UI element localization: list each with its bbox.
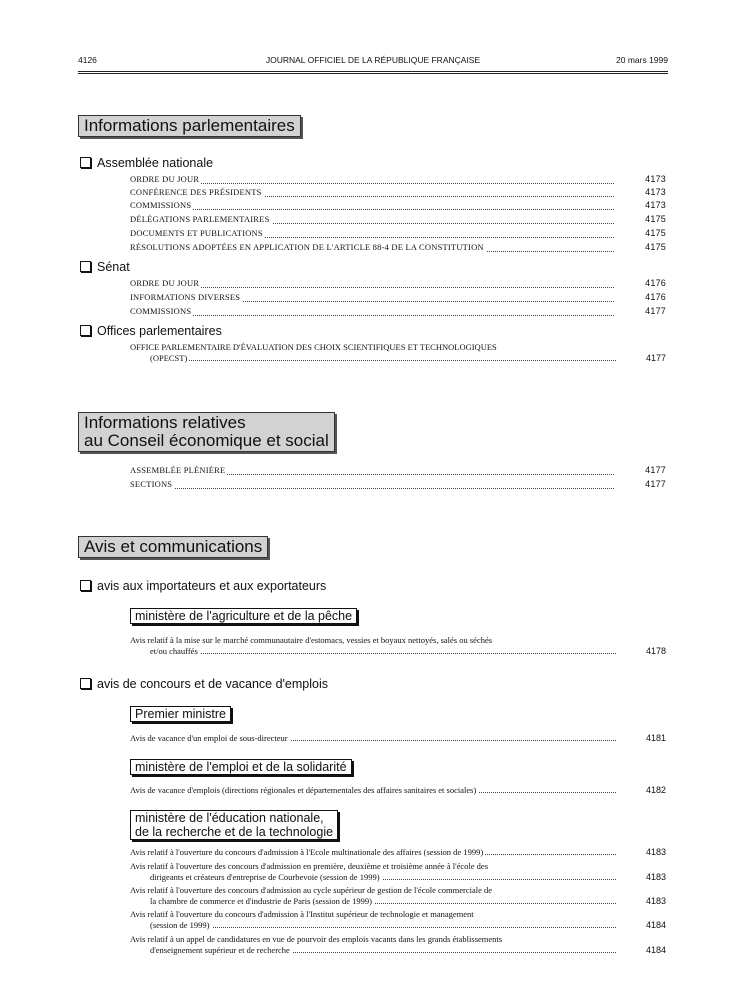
toc-page: 4184	[645, 945, 666, 955]
ministry-box-emploi-solidarite: ministère de l'emploi et de la solidarité	[130, 759, 352, 775]
toc-row[interactable]	[130, 242, 666, 255]
toc-row[interactable]	[130, 479, 666, 492]
square-bullet-icon	[80, 580, 91, 591]
banner-informations-parlementaires: Informations parlementaires	[78, 115, 301, 137]
toc-label-cont: la chambre de commerce et d'industrie de Paris (session de 1999)	[150, 896, 372, 906]
toc-label: COMMISSIONS	[130, 306, 192, 316]
toc-entry[interactable]	[130, 785, 666, 796]
toc-page: 4176	[645, 292, 666, 302]
toc-page: 4173	[645, 174, 666, 184]
toc-label: SECTIONS	[130, 479, 173, 489]
issue-date: 20 mars 1999	[616, 55, 668, 65]
toc-row[interactable]	[130, 278, 666, 291]
page-header	[78, 55, 668, 69]
toc-page: 4175	[645, 228, 666, 238]
toc-label-cont: (OPECST)	[150, 353, 188, 363]
toc-page: 4182	[645, 785, 666, 795]
toc-label-cont: dirigeants et créateurs d'entreprise de Courbevoie (session de 1999)	[150, 872, 380, 882]
toc-page: 4175	[645, 214, 666, 224]
square-bullet-icon	[80, 157, 91, 168]
toc-label: CONFÉRENCE DES PRÉSIDENTS	[130, 187, 262, 197]
ministry-box-education: ministère de l'éducation nationale, de la recherche et de la technologie	[130, 810, 338, 840]
toc-entry[interactable]	[130, 635, 666, 657]
toc-label-cont: et/ou chauffés	[150, 646, 198, 656]
toc-row[interactable]	[130, 292, 666, 305]
toc-row[interactable]	[130, 200, 666, 213]
toc-label-cont: d'enseignement supérieur et de recherche	[150, 945, 290, 955]
ministry-box-premier-ministre: Premier ministre	[130, 706, 231, 722]
toc-entry[interactable]	[130, 909, 666, 931]
banner-conseil-economique-social: Informations relatives au Conseil économique et social	[78, 412, 335, 452]
toc-page: 4183	[645, 872, 666, 882]
toc-row[interactable]	[130, 214, 666, 227]
toc-page: 4173	[645, 200, 666, 210]
toc-label: Avis relatif à l'ouverture des concours d'admission au cycle supérieur de gestion de l'école commerciale de	[130, 885, 493, 895]
ministry-box-agriculture: ministère de l'agriculture et de la pêche	[130, 608, 357, 624]
toc-row[interactable]	[130, 174, 666, 187]
toc-label: Avis relatif à l'ouverture du concours d'admission à l'Ecole multinationale des affaires (session de 1999)	[130, 847, 484, 857]
section-offices-parlementaires: Offices parlementaires	[80, 324, 222, 338]
square-bullet-icon	[80, 678, 91, 689]
toc-page: 4175	[645, 242, 666, 252]
toc-label-cont: (session de 1999)	[150, 920, 210, 930]
toc-row[interactable]	[130, 306, 666, 319]
section-assemblee-nationale: Assemblée nationale	[80, 156, 213, 170]
toc-label: Avis relatif à l'ouverture des concours d'admission en première, deuxième et troisième année à l'école des	[130, 861, 488, 871]
toc-entry-opecst[interactable]	[130, 342, 666, 364]
toc-entry[interactable]	[130, 733, 666, 744]
square-bullet-icon	[80, 325, 91, 336]
toc-label: DOCUMENTS ET PUBLICATIONS	[130, 228, 263, 238]
toc-row[interactable]	[130, 228, 666, 241]
journal-title: JOURNAL OFFICIEL DE LA RÉPUBLIQUE FRANÇAISE	[265, 55, 481, 65]
toc-label: Avis de vacance d'un emploi de sous-directeur	[130, 733, 288, 743]
toc-label: DÉLÉGATIONS PARLEMENTAIRES	[130, 214, 270, 224]
section-avis-importateurs: avis aux importateurs et aux exportateurs	[80, 579, 326, 593]
toc-page: 4177	[645, 465, 666, 475]
toc-page: 4177	[645, 479, 666, 489]
toc-label: Avis relatif à un appel de candidatures en vue de pourvoir des emplois vacants dans les grands établissements	[130, 934, 503, 944]
toc-page: 4183	[645, 896, 666, 906]
toc-label: COMMISSIONS	[130, 200, 192, 210]
banner-avis-communications: Avis et communications	[78, 536, 268, 558]
toc-label: ORDRE DU JOUR	[130, 278, 200, 288]
toc-label: RÉSOLUTIONS ADOPTÉES EN APPLICATION DE L'ARTICLE 88-4 DE LA CONSTITUTION	[130, 242, 484, 252]
toc-page: 4178	[645, 646, 666, 656]
header-rule	[78, 71, 668, 72]
toc-label: Avis relatif à l'ouverture du concours d'admission à l'Institut supérieur de technologie et management	[130, 909, 474, 919]
toc-entry[interactable]	[130, 861, 666, 883]
toc-page: 4184	[645, 920, 666, 930]
toc-row[interactable]	[130, 465, 666, 478]
toc-label: OFFICE PARLEMENTAIRE D'ÉVALUATION DES CHOIX SCIENTIFIQUES ET TECHNOLOGIQUES	[130, 342, 497, 352]
toc-page: 4176	[645, 278, 666, 288]
section-avis-concours: avis de concours et de vacance d'emplois	[80, 677, 328, 691]
toc-row[interactable]	[130, 187, 666, 200]
toc-page: 4183	[645, 847, 666, 857]
square-bullet-icon	[80, 261, 91, 272]
toc-page: 4177	[645, 353, 666, 363]
toc-label: Avis relatif à la mise sur le marché communautaire d'estomacs, vessies et boyaux nettoyés, salés ou séchés	[130, 635, 493, 645]
toc-label: ORDRE DU JOUR	[130, 174, 200, 184]
page-number: 4126	[78, 55, 97, 65]
toc-label: INFORMATIONS DIVERSES	[130, 292, 241, 302]
header-rule-double	[78, 73, 668, 74]
toc-label: ASSEMBLÉE PLÉNIÈRE	[130, 465, 226, 475]
toc-page: 4173	[645, 187, 666, 197]
toc-entry[interactable]	[130, 847, 666, 858]
toc-entry[interactable]	[130, 885, 666, 907]
toc-label: Avis de vacance d'emplois (directions régionales et départementales des affaires sanitaires et sociales)	[130, 785, 477, 795]
toc-page: 4181	[645, 733, 666, 743]
toc-entry[interactable]	[130, 934, 666, 956]
toc-page: 4177	[645, 306, 666, 316]
section-senat: Sénat	[80, 260, 130, 274]
